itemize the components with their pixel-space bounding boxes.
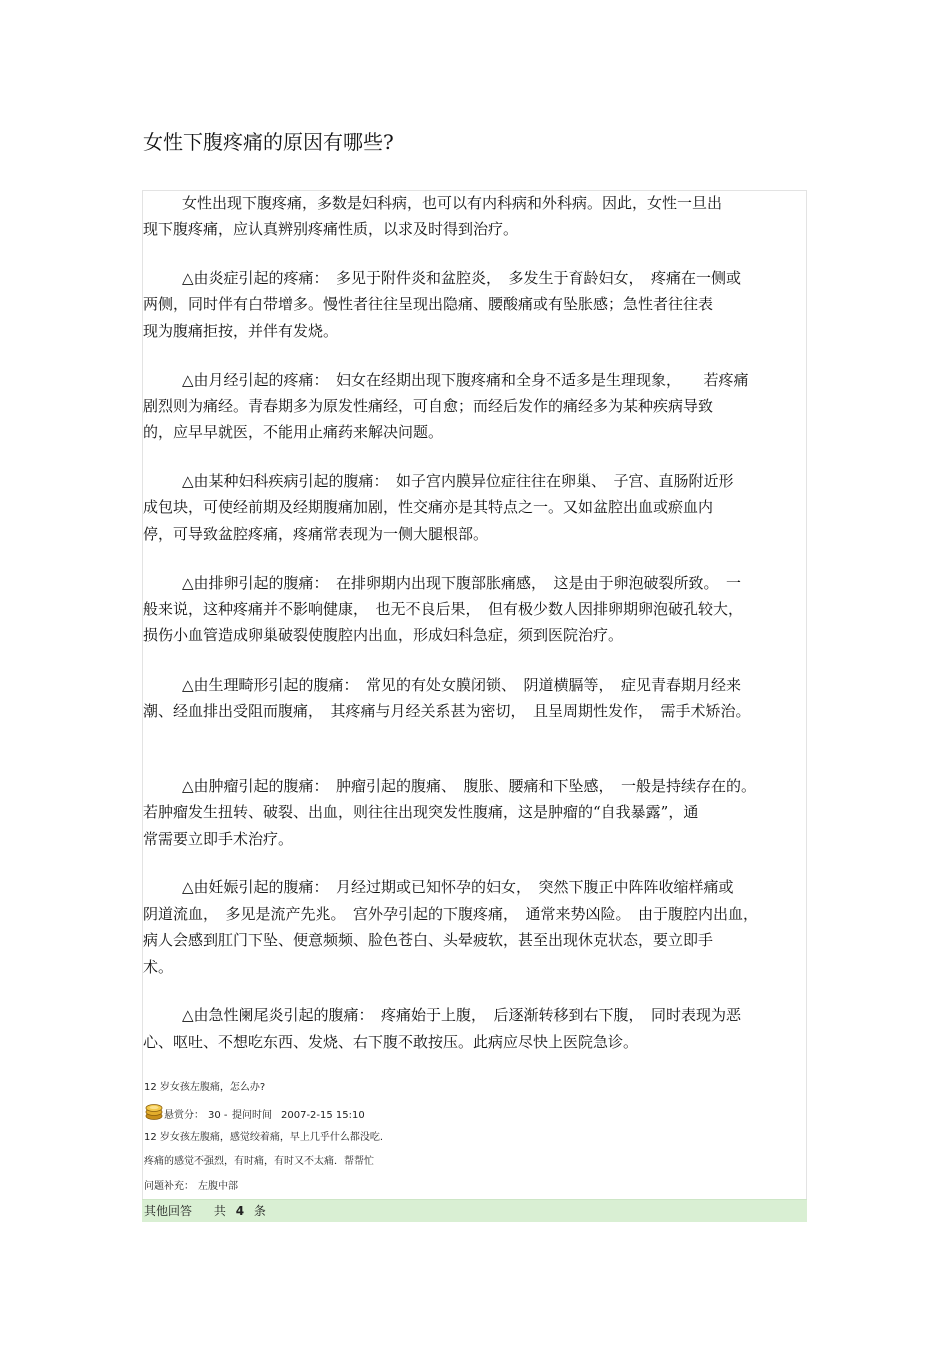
paragraph-line: 心、呕吐、不想吃东西、发烧、右下腹不敢按压。此病应尽快上医院急诊。 bbox=[143, 1033, 639, 1051]
paragraph-line: 的，应早早就医，不能用止痛药来解决问题。 bbox=[143, 423, 444, 441]
paragraph-line: 停，可导致盆腔疼痛，疼痛常表现为一侧大腿根部。 bbox=[143, 525, 489, 543]
paragraph-line: △由炎症引起的疼痛： 多见于附件炎和盆腔炎， 多发生于育龄妇女， 疼痛在一侧或 bbox=[182, 269, 742, 287]
question-detail: 疼痛的感觉不强烈，有时痛，有时又不太痛．帮帮忙 bbox=[144, 1156, 374, 1167]
paragraph-line: 损伤小血管造成卵巢破裂使腹腔内出血，形成妇科急症，须到医院治疗。 bbox=[143, 626, 624, 644]
paragraph-line: 现为腹痛拒按，并伴有发烧。 bbox=[143, 322, 339, 340]
paragraph-line: 女性出现下腹疼痛，多数是妇科病，也可以有内科病和外科病。因此，女性一旦出 bbox=[182, 194, 723, 212]
paragraph-line: 阴道流血， 多见是流产先兆。 宫外孕引起的下腹疼痛， 通常来势凶险。 由于腹腔内出血， bbox=[143, 905, 759, 923]
paragraph-line: 病人会感到肛门下坠、便意频频、脸色苍白、头晕疲软，甚至出现休克状态，要立即手 bbox=[143, 931, 714, 949]
paragraph-line: 常需要立即手术治疗。 bbox=[143, 830, 294, 848]
supplement-label: 问题补充： bbox=[144, 1181, 194, 1192]
reward-value: 30 - bbox=[208, 1110, 228, 1121]
paragraph-line: 般来说，这种疼痛并不影响健康， 也无不良后果， 但有极少数人因排卵期卵泡破孔较大， bbox=[143, 600, 744, 618]
paragraph-line: 成包块，可使经前期及经期腹痛加剧，性交痛亦是其特点之一。又如盆腔出血或瘀血内 bbox=[143, 498, 714, 516]
page-title: 女性下腹疼痛的原因有哪些? bbox=[143, 130, 394, 154]
time-label: 提问时间 bbox=[232, 1110, 272, 1121]
paragraph-line: 若肿瘤发生扭转、破裂、出血，则往往出现突发性腹痛，这是肿瘤的“自我暴露”，通 bbox=[143, 803, 699, 821]
paragraph-line: 两侧，同时伴有白带增多。慢性者往往呈现出隐痛、腰酸痛或有坠胀感；急性者往往表 bbox=[143, 295, 714, 313]
supplement-value: 左腹中部 bbox=[198, 1181, 238, 1192]
reward-label: 悬赏分： bbox=[164, 1110, 204, 1121]
question-title[interactable]: 12 岁女孩左腹痛，怎么办? bbox=[144, 1082, 266, 1093]
coin-stack-icon bbox=[144, 1101, 164, 1121]
other-answers-header[interactable] bbox=[144, 1202, 284, 1220]
answer-count: 4 bbox=[235, 1204, 245, 1218]
paragraph-line: 术。 bbox=[143, 958, 174, 976]
question-detail: 12 岁女孩左腹痛，感觉绞着痛，早上几乎什么都没吃. bbox=[144, 1132, 384, 1143]
other-answers-label: 其他回答 bbox=[144, 1204, 193, 1218]
paragraph-line: 潮、经血排出受阻而腹痛， 其疼痛与月经关系甚为密切， 且呈周期性发作， 需手术矫治。 bbox=[143, 702, 751, 720]
paragraph-line: △由排卵引起的腹痛： 在排卵期内出现下腹部胀痛感， 这是由于卵泡破裂所致。 一 bbox=[182, 574, 742, 592]
paragraph-line: 现下腹疼痛，应认真辨别疼痛性质，以求及时得到治疗。 bbox=[143, 220, 519, 238]
answer-count-prefix: 共 bbox=[213, 1204, 226, 1218]
answer-count-suffix: 条 bbox=[253, 1204, 266, 1218]
paragraph-line: △由生理畸形引起的腹痛： 常见的有处女膜闭锁、 阴道横膈等， 症见青春期月经来 bbox=[182, 676, 742, 694]
paragraph-line: △由急性阑尾炎引起的腹痛： 疼痛始于上腹， 后逐渐转移到右下腹， 同时表现为恶 bbox=[182, 1006, 742, 1024]
time-value: 2007-2-15 15:10 bbox=[281, 1110, 365, 1121]
paragraph-line: △由肿瘤引起的腹痛： 肿瘤引起的腹痛、 腹胀、腰痛和下坠感， 一般是持续存在的。 bbox=[182, 777, 757, 795]
paragraph-line: △由某种妇科疾病引起的腹痛： 如子宫内膜异位症往往在卵巢、 子宫、直肠附近形 bbox=[182, 472, 734, 490]
paragraph-line: △由月经引起的疼痛： 妇女在经期出现下腹疼痛和全身不适多是生理现象， 若疼痛 bbox=[182, 371, 749, 389]
paragraph-line: 剧烈则为痛经。青春期多为原发性痛经，可自愈；而经后发作的痛经多为某种疾病导致 bbox=[143, 397, 714, 415]
paragraph-line: △由妊娠引起的腹痛： 月经过期或已知怀孕的妇女， 突然下腹正中阵阵收缩样痛或 bbox=[182, 878, 734, 896]
